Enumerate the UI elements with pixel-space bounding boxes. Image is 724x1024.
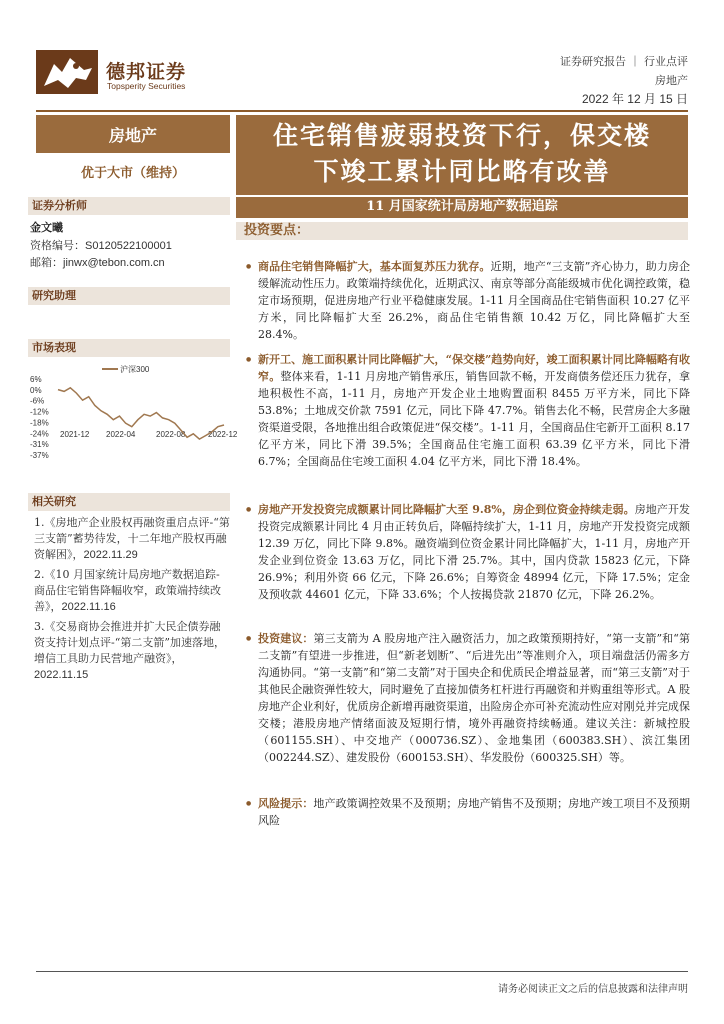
key-point-body: 地产政策调控效果不及预期；房地产销售不及预期；房地产竣工项目不及预期风险 <box>258 797 691 827</box>
key-point <box>246 795 690 829</box>
chart-x-ticks <box>60 430 238 439</box>
related-item[interactable] <box>34 567 230 615</box>
email-value[interactable]: jinwx@tebon.com.cn <box>63 257 165 269</box>
brand-name-en: Topsperity Securities <box>107 81 186 91</box>
related-item-text: 3.《交易商协会推进并扩大民企债券融资支持计划点评-“第二支箭”加速落地，增信工具助力民营地产融资》， <box>34 620 225 665</box>
market-performance-chart <box>28 357 238 467</box>
chart-y-tick-label: 0% <box>30 385 42 395</box>
assistant-heading: 研究助理 <box>28 287 230 305</box>
related-item-date: 2022.11.16 <box>61 601 116 613</box>
chart-y-ticks <box>30 375 49 460</box>
analyst-cert <box>30 237 172 253</box>
chart-y-tick-label: 6% <box>30 375 42 384</box>
related-item[interactable] <box>34 515 230 563</box>
report-type: 证券研究报告 ｜ 行业点评 <box>560 55 688 68</box>
chart-x-tick-label: 2022-12 <box>208 430 238 439</box>
related-item-date: 2022.11.29 <box>83 549 138 561</box>
footer-divider <box>36 971 688 972</box>
related-research-list <box>34 515 230 687</box>
report-title <box>236 115 688 195</box>
key-point <box>246 501 690 603</box>
report-sector: 房地产 <box>655 74 688 87</box>
header-divider <box>36 110 688 112</box>
chart-legend-text: 沪深300 <box>120 365 150 374</box>
key-point-head: 投资建议： <box>258 632 314 645</box>
key-point-head: 房地产开发投资完成额累计同比降幅扩大至 9.8%，房企到位资金持续走弱。 <box>258 503 635 516</box>
chart-y-tick-label: -6% <box>30 396 45 406</box>
email-label: 邮箱： <box>30 256 63 269</box>
analyst-heading: 证券分析师 <box>28 197 230 215</box>
title-line-1: 住宅销售疲弱投资下行，保交楼 <box>272 121 651 150</box>
company-logo-icon <box>36 50 98 94</box>
chart-y-tick-label: -37% <box>30 451 49 460</box>
report-date: 2022 年 12 月 15 日 <box>581 92 688 106</box>
key-point-head: 新开工、施工面积累计同比降幅扩大，“保交楼”趋势向好，竣工面积累计同比降幅略有收窄。 <box>258 353 690 383</box>
sector-label: 房地产 <box>36 115 230 153</box>
market-heading: 市场表现 <box>28 339 230 357</box>
key-point <box>246 258 690 343</box>
related-item-date: 2022.11.15 <box>34 669 89 681</box>
key-point-head: 风险提示： <box>258 797 314 810</box>
key-points-heading: 投资要点： <box>236 222 688 240</box>
analyst-name: 金文曦 <box>30 221 63 234</box>
chart-x-tick-label: 2022-04 <box>106 430 136 439</box>
cert-label: 资格编号： <box>30 239 85 252</box>
chart-x-tick-label: 2022-08 <box>156 430 186 439</box>
rating-label: 优于大市（维持） <box>80 166 185 181</box>
chart-y-tick-label: -18% <box>30 418 49 428</box>
key-point-body: 整体来看，1-11 月房地产销售承压，销售回款不畅，开发商债务偿还压力犹存，拿地积极性不高，1-11 月，房地产开发企业土地购置面积 8455 万平方米，同比下降 53.8%；土地成交价款 7591 亿元，同比下降 47.7%。销售去化不畅，民营房企大多融资渠道受限，各地推出组合政策促进“保交楼”。1-11 月，全国商品住宅新开工面积 8.17 亿平方米，同比下滑 39.5%；全国商品住宅施工面积 63.39 亿平方米，同比下滑 6.7%；全国商品住宅竣工面积 4.04 亿平方米，同比下滑 18.4%。 <box>258 370 690 468</box>
cert-value: S0120522100001 <box>85 240 172 252</box>
chart-y-tick-label: -24% <box>30 429 49 439</box>
chart-x-tick-label: 2021-12 <box>60 430 90 439</box>
key-point-head: 商品住宅销售降幅扩大，基本面复苏压力犹存。 <box>258 260 491 273</box>
analyst-email <box>30 254 165 270</box>
related-item[interactable] <box>34 619 230 683</box>
key-point <box>246 630 690 766</box>
footer-disclaimer[interactable]: 请务必阅读正文之后的信息披露和法律声明 <box>498 984 688 995</box>
title-line-2: 下竣工累计同比略有改善 <box>313 157 611 186</box>
related-heading: 相关研究 <box>28 493 230 511</box>
brand-name-cn: 德邦证券 <box>106 61 187 83</box>
related-item-text: 2.《10 月国家统计局房地产数据追踪-商品住宅销售降幅收窄，政策端持续改善》， <box>34 568 221 613</box>
chart-y-tick-label: -31% <box>30 440 49 450</box>
key-point-body: 近期，地产“三支箭”齐心协力，助力房企缓解流动性压力。政策端持续优化，近期武汉、南京等部分高能级城市优化调控政策，稳定市场预期，促进房地产行业平稳健康发展。1-11 月全国商品住宅销售面积 10.27 亿平方米，同比降幅扩大至 26.2%，商品住宅销售额 10.42 万亿，同比降幅扩大至 28.4%。 <box>258 260 690 341</box>
report-meta <box>560 52 688 109</box>
key-point-body: 房地产开发投资完成额累计同比 4 月由正转负后，降幅持续扩大，1-11 月，房地产开发投资完成额 12.39 万亿，同比下降 9.8%。融资端到位资金累计同比降幅扩大，1-11 月，房地产开发企业到位资金 13.63 万亿，同比下滑 25.7%。其中，国内贷款 15823 亿元，下降 26.9%；利用外资 66 亿元，下降 26.6%；自筹资金 48994 亿元，下降 17.5%；定金及预收款 44601 亿元，下降 33.6%；个人按揭贷款 21870 亿元，下降 26.2%。 <box>258 503 690 601</box>
chart-y-tick-label: -12% <box>30 407 49 417</box>
report-subtitle: 11 月国家统计局房地产数据追踪 <box>236 196 688 218</box>
related-item-text: 1.《房地产企业股权再融资重启点评-“第三支箭”蓄势待发，十二年地产股权再融资解困》， <box>34 516 230 561</box>
key-point <box>246 351 690 470</box>
key-point-body: 第三支箭为 A 股房地产注入融资活力，加之政策预期持好，“第一支箭”和“第二支箭”有望进一步推进，但“新老划断”、“后进先出”等准则介入，项目端盘活仍需多方沟通协同。“第一支箭”和“第二支箭”对于国央企和优质民企增益显著，而“第三支箭”对于其他民企融资弹性较大，同时避免了直接加债务杠杆进行再融资和并购重组等形式。A 股房地产企业利好，优质房企新增再融资渠道，出险房企亦可补充流动性应对刚兑并完成保交楼；港股房地产情绪面波及短期行情，境外再融资持续畅通。建议关注：新城控股（601155.SH）、中交地产（000736.SZ）、金地集团（600383.SH）、滨江集团（002244.SZ）、建发股份（600153.SH）、华发股份（600325.SH）等。 <box>258 632 691 764</box>
